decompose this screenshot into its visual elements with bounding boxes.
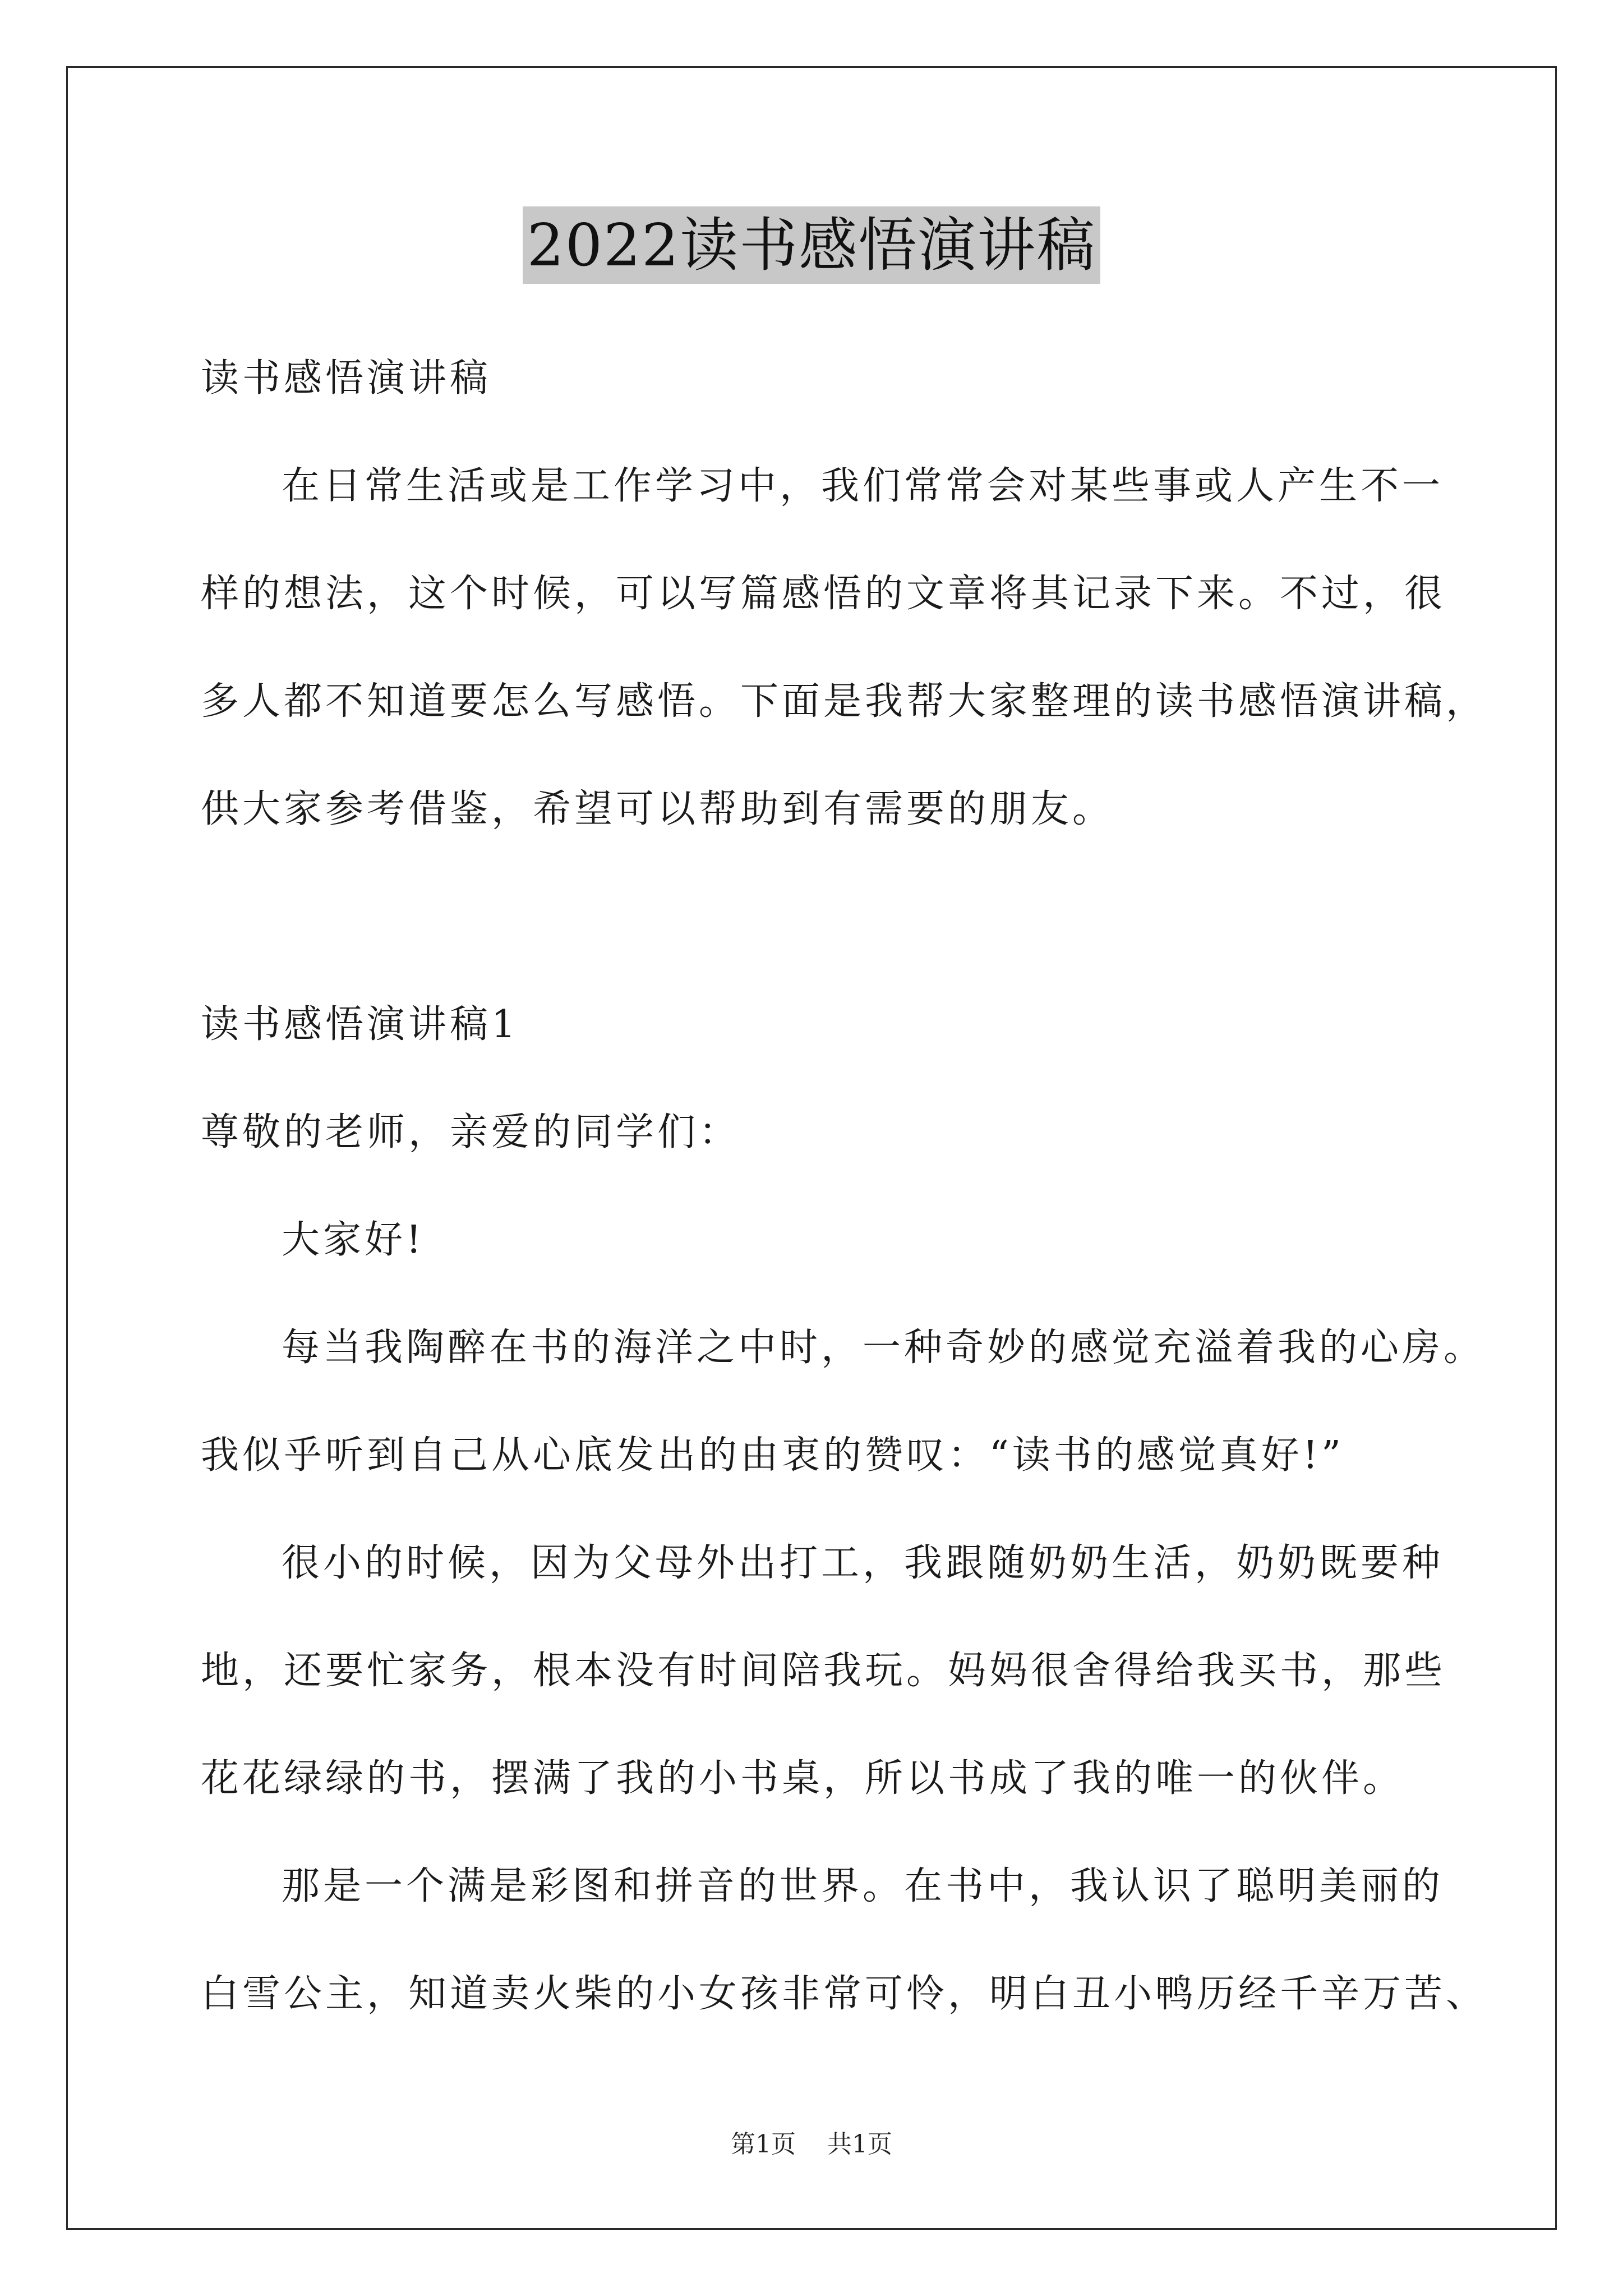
page-number: 第1页 — [731, 2130, 796, 2159]
page-total: 共1页 — [827, 2130, 892, 2159]
paragraph-line: 每当我陶醉在书的海洋之中时，一种奇妙的感觉充溢着我的心房。 — [282, 1326, 1486, 1370]
paragraph-line: 地，还要忙家务，根本没有时间陪我玩。妈妈很舍得给我买书，那些 — [201, 1649, 1446, 1693]
title-container — [0, 206, 1623, 284]
paragraph-line: 白雪公主，知道卖火柴的小女孩非常可怜，明白丑小鸭历经千辛万苦、 — [201, 1972, 1488, 2016]
paragraph-line: 那是一个满是彩图和拼音的世界。在书中，我认识了聪明美丽的 — [282, 1864, 1444, 1908]
page-footer — [0, 2129, 1623, 2160]
intro-line: 在日常生活或是工作学习中，我们常常会对某些事或人产生不一 — [282, 464, 1444, 508]
section-heading: 读书感悟演讲稿1 — [201, 1002, 519, 1047]
paragraph-line: 我似乎听到自己从心底发出的由衷的赞叹：“读书的感觉真好!” — [201, 1433, 1344, 1478]
greeting: 大家好! — [282, 1218, 425, 1262]
paragraph-line: 花花绿绿的书，摆满了我的小书桌，所以书成了我的唯一的伙伴。 — [201, 1756, 1405, 1801]
salutation: 尊敬的老师，亲爱的同学们： — [201, 1110, 741, 1154]
intro-line: 多人都不知道要怎么写感悟。下面是我帮大家整理的读书感悟演讲稿， — [201, 679, 1488, 724]
intro-line: 供大家参考借鉴，希望可以帮助到有需要的朋友。 — [201, 787, 1114, 831]
intro-line: 样的想法，这个时候，可以写篇感悟的文章将其记录下来。不过，很 — [201, 572, 1446, 616]
document-title: 2022读书感悟演讲稿 — [523, 206, 1101, 284]
subtitle: 读书感悟演讲稿 — [201, 356, 492, 401]
paragraph-line: 很小的时候，因为父母外出打工，我跟随奶奶生活，奶奶既要种 — [282, 1541, 1444, 1585]
